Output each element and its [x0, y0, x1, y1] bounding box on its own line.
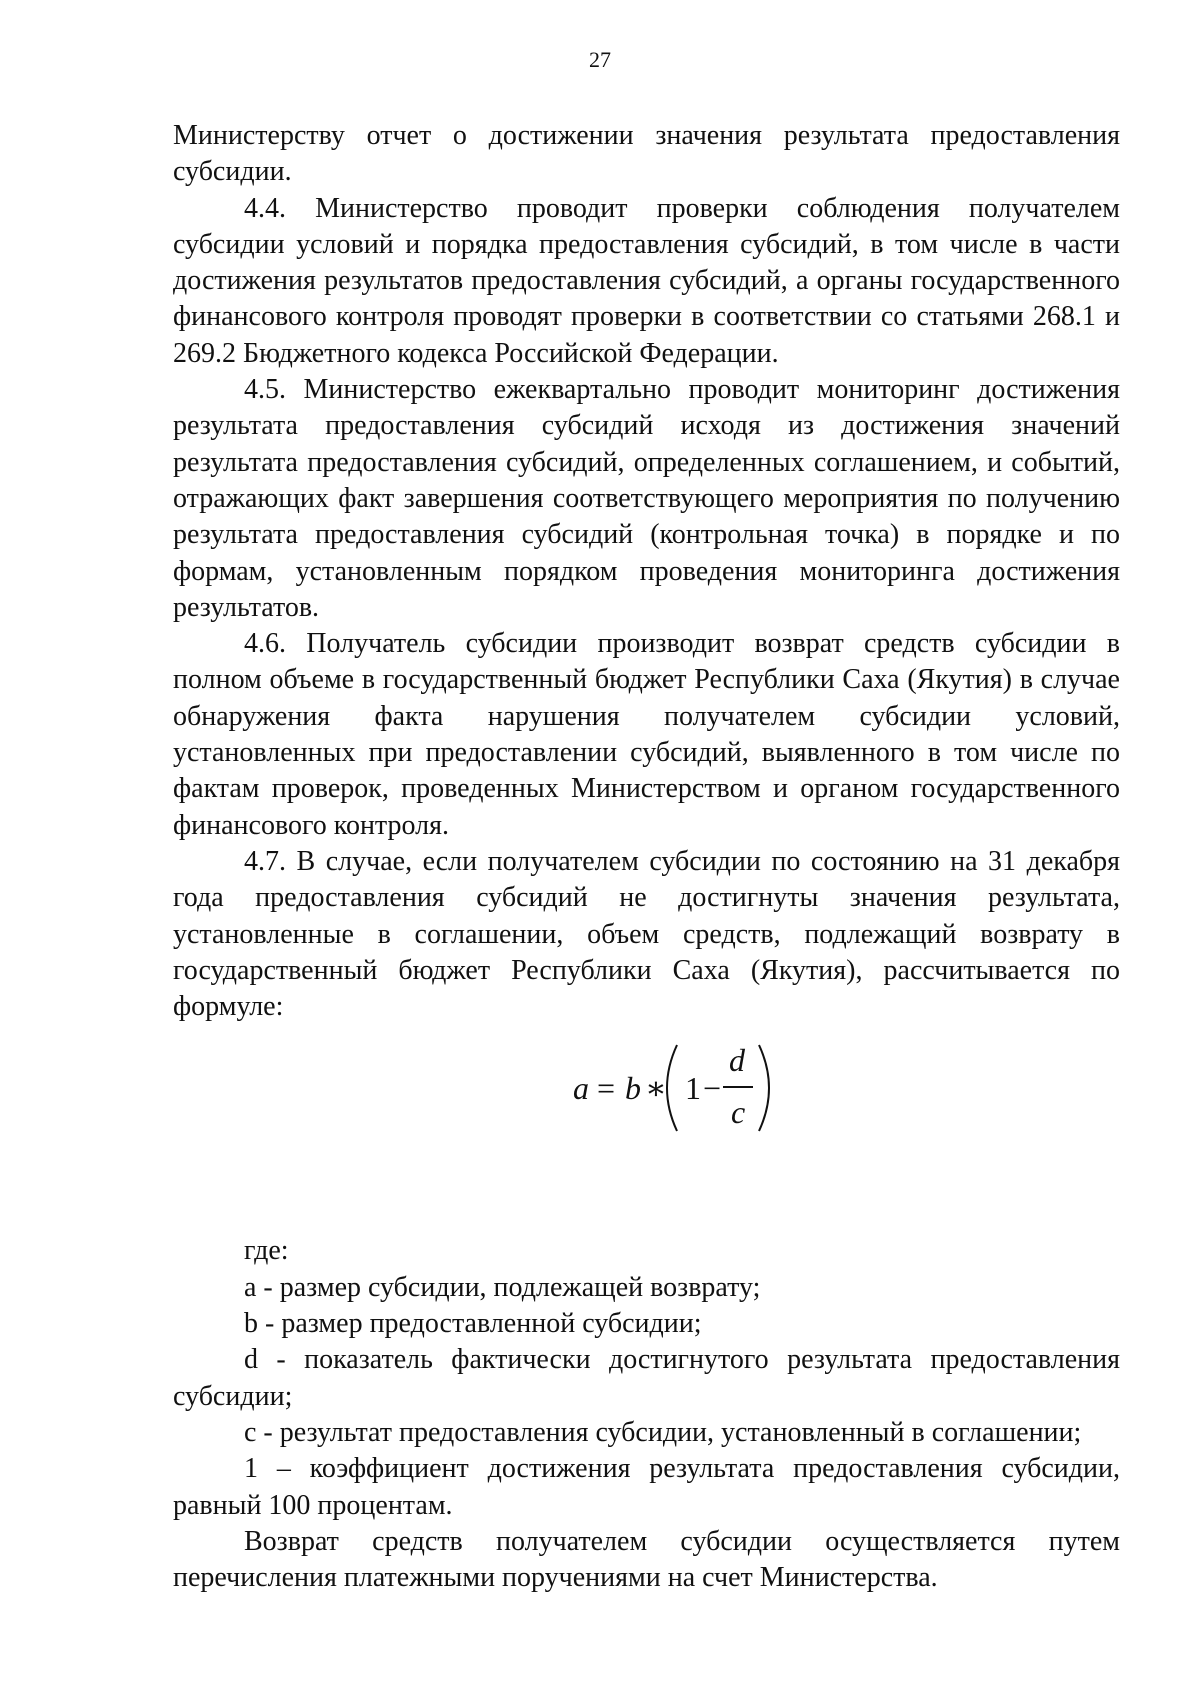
paragraph-4-7: 4.7. В случае, если получателем субсидии по состоянию на 31 декабря года предоставления субсидий не достигнуты значения результата, установленные в соглашении, объем средств, подлежащий возврату в государственный бюджет Республики Саха (Якутия), рассчитывается по формуле: [173, 845, 1120, 1023]
formula-numerator: d [729, 1042, 745, 1079]
paragraph-4-4: 4.4. Министерство проводит проверки соблюдения получателем субсидии условий и порядка предоставления субсидий, в том числе в части достижения результатов предоставления субсидий, а органы государственного финансового контроля проводят проверки в соответствии со статьями 268.1 и 269.2 Бюджетного кодекса Российской Федерации. [173, 192, 1120, 369]
formula-one: 1 [685, 1070, 701, 1107]
definitions-intro: где: [244, 1235, 289, 1267]
page-number: 27 [589, 47, 611, 72]
formula-times: ∗ [645, 1070, 667, 1107]
definition-a: a - размер субсидии, подлежащей возврату; [244, 1271, 761, 1303]
formula-lhs: a [573, 1070, 589, 1107]
formula-equals: = [597, 1070, 616, 1107]
paragraph-4-5: 4.5. Министерство ежеквартально проводит мониторинг достижения результата предоставления субсидий исходя из достижения значений результата предоставления субсидий, определенных соглашением, и событий, отражающих факт завершения соответствующего мероприятия по получению результата предоставления субсидий (контрольная точка) в порядке и по формам, установленным порядком проведения мониторинга достижения результатов. [173, 374, 1120, 623]
right-paren [759, 1045, 769, 1131]
formula-minus: − [703, 1070, 722, 1107]
left-paren [667, 1045, 677, 1131]
definition-d: d - показатель фактически достигнутого результата предоставления субсидии; [173, 1344, 1120, 1412]
formula-graphic [573, 1033, 973, 1143]
definition-one: 1 – коэффициент достижения результата предоставления субсидии, равный 100 процентам. [173, 1453, 1120, 1521]
formula-b: b [625, 1070, 641, 1107]
closing-paragraph: Возврат средств получателем субсидии осуществляется путем перечисления платежными поручениями на счет Министерства. [173, 1525, 1120, 1594]
paragraph-continuation: Министерству отчет о достижении значения результата предоставления субсидии. [173, 120, 1120, 188]
definition-c: c - результат предоставления субсидии, установленный в соглашении; [244, 1416, 1082, 1448]
paragraph-4-6: 4.6. Получатель субсидии производит возврат средств субсидии в полном объеме в государственный бюджет Республики Саха (Якутия) в случае обнаружения факта нарушения получателем субсидии условий, установленных при предоставлении субсидий, выявленного в том числе по фактам проверок, проведенных Министерством и органом государственного финансового контроля. [173, 628, 1120, 841]
formula-denominator: c [731, 1094, 746, 1131]
document-body [173, 118, 1120, 1596]
definition-b: b - размер предоставленной субсидии; [244, 1308, 702, 1340]
refund-formula [173, 1033, 1120, 1143]
